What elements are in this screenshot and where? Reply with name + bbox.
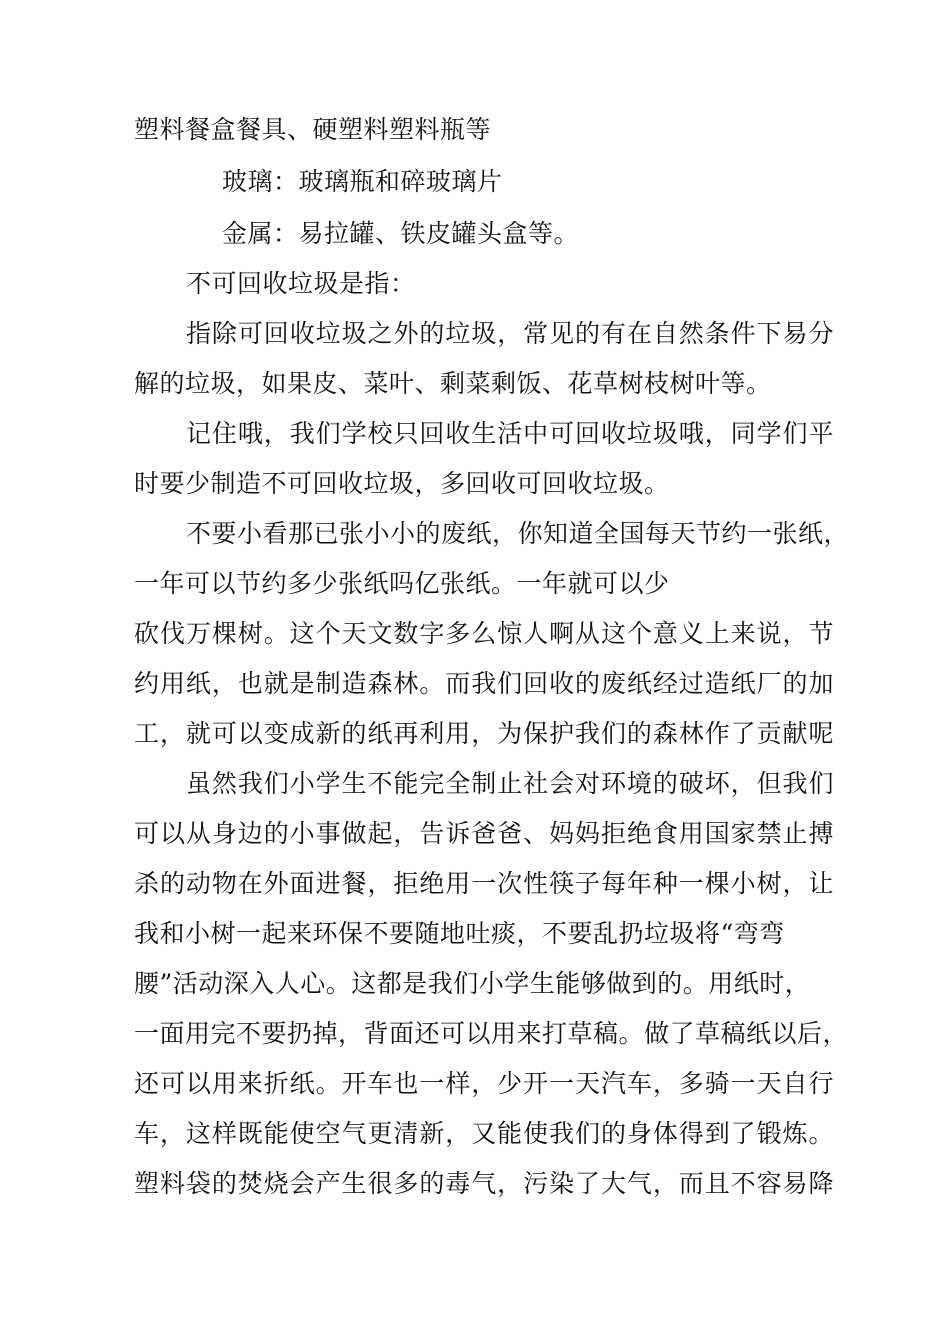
text-line: 工，就可以变成新的纸再利用，为保护我们的森林作了贡献呢 bbox=[134, 719, 834, 748]
text-line: 还可以用来折纸。开车也一样，少开一天汽车，多骑一天自行 bbox=[134, 1069, 834, 1098]
text-line: 塑料袋的焚烧会产生很多的毒气，污染了大气，而且不容易降 bbox=[134, 1169, 834, 1198]
text-line: 指除可回收垃圾之外的垃圾，常见的有在自然条件下易分 bbox=[186, 319, 834, 348]
text-line: 塑料餐盒餐具、硬塑料塑料瓶等 bbox=[134, 115, 492, 144]
text-line: 时要少制造不可回收垃圾，多回收可回收垃圾。 bbox=[134, 469, 670, 498]
text-line: 砍伐万棵树。这个天文数字多么惊人啊从这个意义上来说，节 bbox=[134, 619, 834, 648]
text-line: 杀的动物在外面进餐，拒绝用一次性筷子每年种一棵小树，让 bbox=[134, 869, 834, 898]
text-line: 可以从身边的小事做起，告诉爸爸、妈妈拒绝食用国家禁止搏 bbox=[134, 819, 834, 848]
text-line: 虽然我们小学生不能完全制止社会对环境的破坏，但我们 bbox=[186, 769, 834, 798]
text-line: 记住哦，我们学校只回收生活中可回收垃圾哦，同学们平 bbox=[186, 419, 834, 448]
text-line: 一年可以节约多少张纸吗亿张纸。一年就可以少 bbox=[134, 569, 670, 598]
text-line: 金属：易拉罐、铁皮罐头盒等。 bbox=[222, 219, 580, 248]
text-line: 腰”活动深入人心。这都是我们小学生能够做到的。用纸时， bbox=[134, 969, 811, 998]
text-line: 解的垃圾，如果皮、菜叶、剩菜剩饭、花草树枝树叶等。 bbox=[134, 369, 772, 398]
text-line: 车，这样既能使空气更清新，又能使我们的身体得到了锻炼。 bbox=[134, 1119, 834, 1148]
text-line: 约用纸，也就是制造森林。而我们回收的废纸经过造纸厂的加 bbox=[134, 669, 834, 698]
text-line: 不可回收垃圾是指： bbox=[186, 269, 416, 298]
text-line: 不要小看那已张小小的废纸，你知道全国每天节约一张纸， bbox=[186, 519, 850, 548]
text-line: 一面用完不要扔掉，背面还可以用来打草稿。做了草稿纸以后， bbox=[134, 1019, 849, 1048]
text-line: 玻璃：玻璃瓶和碎玻璃片 bbox=[222, 167, 503, 196]
text-line: 我和小树一起来环保不要随地吐痰，不要乱扔垃圾将“弯弯 bbox=[134, 919, 785, 948]
